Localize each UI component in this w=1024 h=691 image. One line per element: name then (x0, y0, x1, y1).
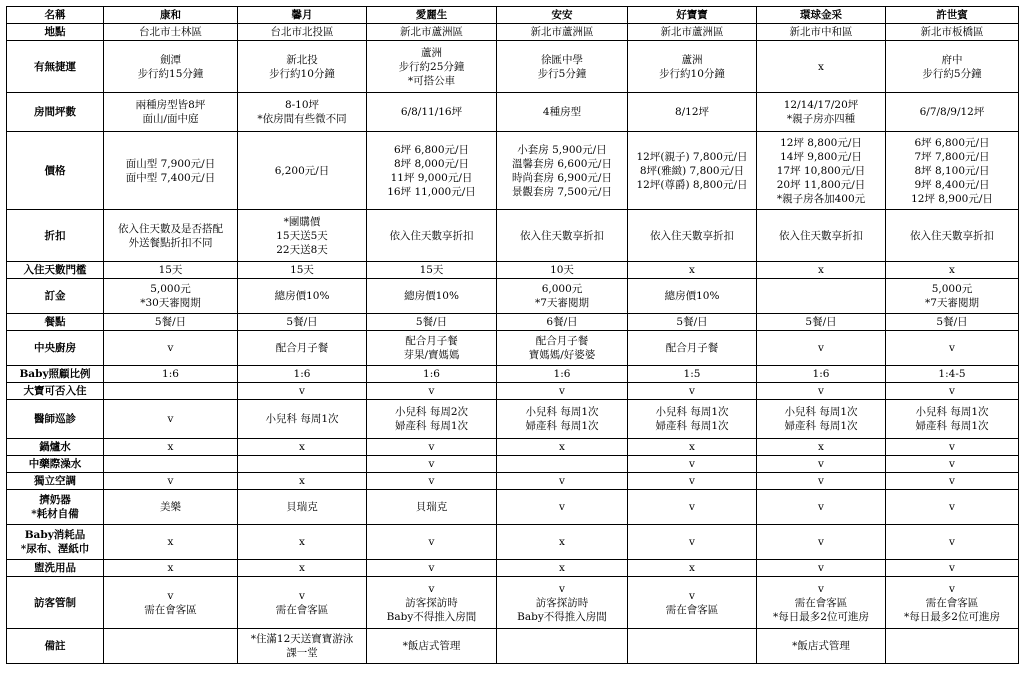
table-cell (104, 456, 238, 473)
table-cell: v (886, 490, 1019, 525)
table-cell: x (497, 439, 628, 456)
table-cell: 6,000元 *7天審閱期 (497, 279, 628, 314)
table-cell: 12坪(親子) 7,800元/日 8坪(雅緻) 7,800元/日 12坪(尊爵) 8,800元/日 (628, 132, 757, 210)
table-cell: 總房價10% (628, 279, 757, 314)
table-cell (757, 279, 886, 314)
table-cell: 小兒科 每周2次 婦產科 每周1次 (367, 400, 497, 439)
table-row (7, 400, 1019, 439)
table-cell: v (628, 383, 757, 400)
header-center-4: 安安 (497, 7, 628, 24)
table-cell: 5餐/日 (757, 314, 886, 331)
table-cell: v 需在會客區 *每日最多2位可進房 (886, 577, 1019, 629)
header-center-3: 愛麗生 (367, 7, 497, 24)
table-cell: 1:6 (497, 366, 628, 383)
table-cell: v (628, 473, 757, 490)
table-cell: v (757, 383, 886, 400)
table-row (7, 473, 1019, 490)
table-cell: v (628, 490, 757, 525)
row-label: 地點 (7, 24, 104, 41)
table-cell: 依入住天數享折扣 (886, 210, 1019, 262)
table-cell: 依入住天數享折扣 (757, 210, 886, 262)
table-row (7, 383, 1019, 400)
row-label: 獨立空調 (7, 473, 104, 490)
row-label: Baby照顧比例 (7, 366, 104, 383)
table-cell: v (104, 331, 238, 366)
table-cell: *飯店式管理 (367, 629, 497, 664)
table-cell: 小兒科 每周1次 婦產科 每周1次 (497, 400, 628, 439)
table-cell: 8/12坪 (628, 93, 757, 132)
table-cell: v (757, 490, 886, 525)
table-cell: v (367, 383, 497, 400)
header-center-7: 許世賓 (886, 7, 1019, 24)
table-row (7, 331, 1019, 366)
row-label: 餐點 (7, 314, 104, 331)
table-cell: x (104, 525, 238, 560)
table-cell: v (757, 525, 886, 560)
table-cell: 貝瑞克 (238, 490, 367, 525)
table-cell: x (628, 439, 757, 456)
table-cell: v (757, 560, 886, 577)
comparison-table (6, 6, 1019, 664)
table-cell: v (886, 383, 1019, 400)
table-cell: 新北市中和區 (757, 24, 886, 41)
row-label: 擠奶器 *耗材自備 (7, 490, 104, 525)
table-cell: 配合月子餐 (238, 331, 367, 366)
table-row (7, 24, 1019, 41)
table-cell: v 需在會客區 (238, 577, 367, 629)
table-cell (104, 383, 238, 400)
table-cell: 4種房型 (497, 93, 628, 132)
header-row (7, 7, 1019, 24)
table-cell: 5餐/日 (628, 314, 757, 331)
table-cell: 6/8/11/16坪 (367, 93, 497, 132)
table-cell: x (104, 560, 238, 577)
table-row (7, 560, 1019, 577)
table-cell: v (886, 525, 1019, 560)
table-cell (104, 629, 238, 664)
table-cell: v 需在會客區 (628, 577, 757, 629)
table-cell: v (886, 439, 1019, 456)
table-cell: x (628, 262, 757, 279)
table-cell: 新北市板橋區 (886, 24, 1019, 41)
table-cell: 台北市士林區 (104, 24, 238, 41)
table-cell: 12坪 8,800元/日 14坪 9,800元/日 17坪 10,800元/日 20坪 11,800元/日 *親子房各加400元 (757, 132, 886, 210)
row-label: 鍋爐水 (7, 439, 104, 456)
table-cell: 5餐/日 (367, 314, 497, 331)
row-label: 房間坪數 (7, 93, 104, 132)
row-label: 價格 (7, 132, 104, 210)
table-cell: v (104, 473, 238, 490)
table-cell: v 需在會客區 *每日最多2位可進房 (757, 577, 886, 629)
table-cell: x (757, 439, 886, 456)
table-row (7, 93, 1019, 132)
row-label: 中藥際澡水 (7, 456, 104, 473)
table-row (7, 490, 1019, 525)
table-cell (238, 456, 367, 473)
row-label: 訪客管制 (7, 577, 104, 629)
table-cell: x (628, 560, 757, 577)
table-cell: 依入住天數享折扣 (367, 210, 497, 262)
table-cell: x (757, 262, 886, 279)
table-cell: v (497, 490, 628, 525)
table-cell: 6坪 6,800元/日 7坪 7,800元/日 8坪 8,100元/日 9坪 8,400元/日 12坪 8,900元/日 (886, 132, 1019, 210)
header-center-2: 馨月 (238, 7, 367, 24)
table-cell: 10天 (497, 262, 628, 279)
header-name: 名稱 (7, 7, 104, 24)
table-cell: 1:6 (104, 366, 238, 383)
table-cell: 6/7/8/9/12坪 (886, 93, 1019, 132)
table-cell: 配合月子餐 芽果/寶媽媽 (367, 331, 497, 366)
table-cell: 小兒科 每周1次 婦產科 每周1次 (757, 400, 886, 439)
table-cell: v (497, 473, 628, 490)
table-cell: v 訪客探訪時 Baby不得推入房間 (497, 577, 628, 629)
table-row (7, 132, 1019, 210)
row-label: 折扣 (7, 210, 104, 262)
table-cell: x (238, 473, 367, 490)
table-cell: x (238, 560, 367, 577)
table-cell: v 需在會客區 (104, 577, 238, 629)
table-cell: 總房價10% (238, 279, 367, 314)
table-cell: v 訪客探訪時 Baby不得推入房間 (367, 577, 497, 629)
table-cell: x (757, 41, 886, 93)
table-cell: v (757, 456, 886, 473)
table-row (7, 262, 1019, 279)
table-row (7, 629, 1019, 664)
row-label: 備註 (7, 629, 104, 664)
table-cell: 5餐/日 (104, 314, 238, 331)
table-cell: 小兒科 每周1次 (238, 400, 367, 439)
table-row (7, 41, 1019, 93)
table-cell: x (238, 525, 367, 560)
row-label: Baby消耗品 *尿布、溼紙巾 (7, 525, 104, 560)
table-cell: 依入住天數享折扣 (628, 210, 757, 262)
table-cell: 5餐/日 (238, 314, 367, 331)
table-cell: 兩種房型皆8坪 面山/面中庭 (104, 93, 238, 132)
table-cell: 6,200元/日 (238, 132, 367, 210)
table-cell: v (757, 473, 886, 490)
table-cell: v (367, 439, 497, 456)
table-cell: 5,000元 *7天審閱期 (886, 279, 1019, 314)
row-label: 大寶可否入住 (7, 383, 104, 400)
table-cell: x (497, 525, 628, 560)
table-cell: 小兒科 每周1次 婦產科 每周1次 (886, 400, 1019, 439)
table-cell: 小套房 5,900元/日 溫馨套房 6,600元/日 時尚套房 6,900元/日 景觀套房 7,500元/日 (497, 132, 628, 210)
table-cell: 蘆洲 步行約10分鐘 (628, 41, 757, 93)
table-cell: v (886, 331, 1019, 366)
table-row (7, 525, 1019, 560)
table-cell: 劍潭 步行約15分鐘 (104, 41, 238, 93)
table-cell: *住滿12天送寶寶游泳 課一堂 (238, 629, 367, 664)
table-cell (497, 456, 628, 473)
table-cell: 新北投 步行約10分鐘 (238, 41, 367, 93)
table-cell: 依入住天數享折扣 (497, 210, 628, 262)
table-cell: 15天 (104, 262, 238, 279)
table-cell: x (238, 439, 367, 456)
table-cell: v (367, 456, 497, 473)
table-cell: 新北市蘆洲區 (628, 24, 757, 41)
table-cell: 台北市北投區 (238, 24, 367, 41)
table-cell: 5,000元 *30天審閱期 (104, 279, 238, 314)
table-cell: 6坪 6,800元/日 8坪 8,000元/日 11坪 9,000元/日 16坪 11,000元/日 (367, 132, 497, 210)
table-cell: v (497, 383, 628, 400)
table-row (7, 366, 1019, 383)
row-label: 有無捷運 (7, 41, 104, 93)
table-cell: 15天 (367, 262, 497, 279)
header-center-1: 康和 (104, 7, 238, 24)
table-cell: 小兒科 每周1次 婦產科 每周1次 (628, 400, 757, 439)
row-label: 盥洗用品 (7, 560, 104, 577)
table-cell: 1:6 (757, 366, 886, 383)
table-cell: 蘆洲 步行約25分鐘 *可搭公車 (367, 41, 497, 93)
row-label: 醫師巡診 (7, 400, 104, 439)
table-cell: *飯店式管理 (757, 629, 886, 664)
header-center-5: 好寶寶 (628, 7, 757, 24)
table-row (7, 577, 1019, 629)
table-cell: v (886, 560, 1019, 577)
table-cell: 配合月子餐 (628, 331, 757, 366)
table-cell: v (886, 456, 1019, 473)
table-cell (886, 629, 1019, 664)
table-cell: 6餐/日 (497, 314, 628, 331)
table-cell: 1:4-5 (886, 366, 1019, 383)
table-cell: 新北市蘆洲區 (497, 24, 628, 41)
table-cell: 府中 步行約5分鐘 (886, 41, 1019, 93)
table-cell: 貝瑞克 (367, 490, 497, 525)
table-cell: 15天 (238, 262, 367, 279)
table-cell: 徐匯中學 步行5分鐘 (497, 41, 628, 93)
table-cell: v (104, 400, 238, 439)
table-cell: 8-10坪 *依房間有些微不同 (238, 93, 367, 132)
table-cell: x (497, 560, 628, 577)
table-cell: v (628, 525, 757, 560)
header-center-6: 環球金采 (757, 7, 886, 24)
table-cell: x (104, 439, 238, 456)
row-label: 訂金 (7, 279, 104, 314)
table-cell: *團購價 15天送5天 22天送8天 (238, 210, 367, 262)
table-row (7, 314, 1019, 331)
table-cell (628, 629, 757, 664)
table-cell: v (238, 383, 367, 400)
table-cell: 1:6 (367, 366, 497, 383)
table-row (7, 456, 1019, 473)
table-cell: 新北市蘆洲區 (367, 24, 497, 41)
table-cell: x (886, 262, 1019, 279)
table-cell: 總房價10% (367, 279, 497, 314)
table-cell: v (886, 473, 1019, 490)
table-cell: v (367, 560, 497, 577)
table-cell: 面山型 7,900元/日 面中型 7,400元/日 (104, 132, 238, 210)
table-cell: v (367, 473, 497, 490)
table-cell: 配合月子餐 寶媽媽/好婆婆 (497, 331, 628, 366)
row-label: 入住天數門檻 (7, 262, 104, 279)
table-row (7, 439, 1019, 456)
table-row (7, 279, 1019, 314)
table-cell: v (628, 456, 757, 473)
table-cell: v (757, 331, 886, 366)
table-row (7, 210, 1019, 262)
table-cell: 美樂 (104, 490, 238, 525)
table-cell (497, 629, 628, 664)
table-cell: 5餐/日 (886, 314, 1019, 331)
table-cell: v (367, 525, 497, 560)
table-cell: 1:5 (628, 366, 757, 383)
table-cell: 依入住天數及是否搭配 外送餐點折扣不同 (104, 210, 238, 262)
row-label: 中央廚房 (7, 331, 104, 366)
table-cell: 1:6 (238, 366, 367, 383)
table-cell: 12/14/17/20坪 *親子房亦四種 (757, 93, 886, 132)
